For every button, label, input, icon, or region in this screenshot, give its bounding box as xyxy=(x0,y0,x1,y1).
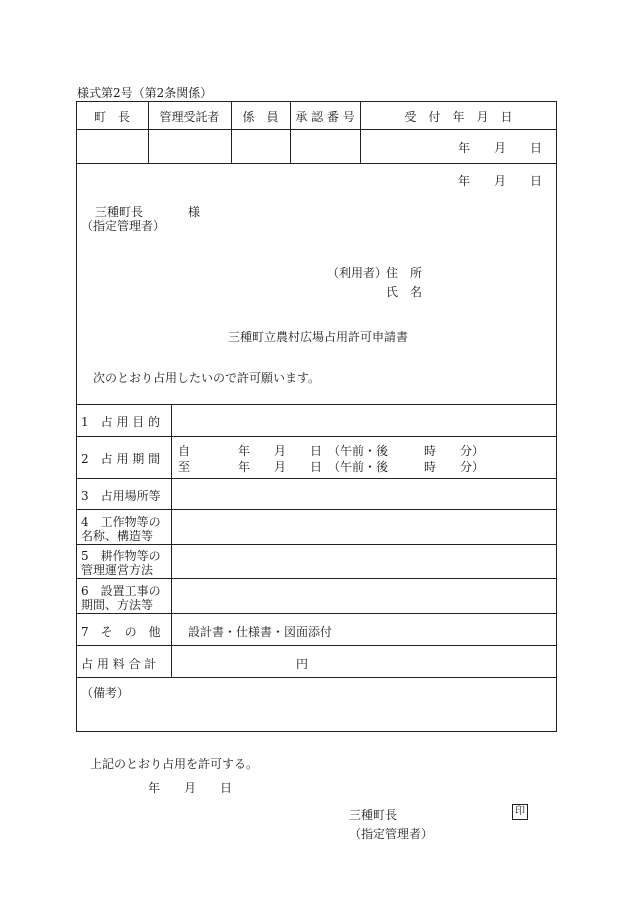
permit-date: 年 月 日 xyxy=(148,781,233,795)
period-from: 自 年 月 日 （午前・後 時 分） xyxy=(178,444,485,458)
received-date-value: 年 月 日 xyxy=(458,141,543,155)
recipient-designated-manager: （指定管理者） xyxy=(81,219,166,233)
header-mayor: 町 長 xyxy=(93,110,130,124)
request-text: 次のとおり占用したいので許可願います。 xyxy=(93,371,321,385)
recipient-mayor: 三種町長 xyxy=(95,205,144,219)
row-crops-label-2: 管理運営方法 xyxy=(81,563,154,577)
applicant-role: （利用者） xyxy=(327,266,388,280)
header-approval-no: 承 認 番 号 xyxy=(295,110,355,124)
other-value: 設計書・仕様書・図面添付 xyxy=(188,625,333,639)
header-manager: 管理受託者 xyxy=(159,110,220,124)
signer-mayor: 三種町長 xyxy=(349,808,398,822)
fee-unit: 円 xyxy=(296,657,309,671)
application-date: 年 月 日 xyxy=(458,174,543,188)
recipient-honorific: 様 xyxy=(188,205,201,219)
permit-text: 上記のとおり占用を許可する。 xyxy=(90,757,259,771)
row-construction-label-1: 6 設置工事の xyxy=(81,584,161,598)
seal-mark: 印 xyxy=(512,804,528,820)
row-other-label: 7 そ の 他 xyxy=(81,625,161,639)
document-title: 三種町立農村広場占用許可申請書 xyxy=(228,330,409,344)
header-received-date: 受 付 年 月 日 xyxy=(404,110,513,124)
name-label: 氏 名 xyxy=(386,285,423,299)
row-structure-label-1: 4 工作物等の xyxy=(81,515,161,529)
row-purpose-label: 1 占 用 目 的 xyxy=(81,415,161,429)
signer-designated-manager: （指定管理者） xyxy=(349,827,434,841)
row-period-label: 2 占 用 期 間 xyxy=(81,452,161,466)
row-location-label: 3 占用場所等 xyxy=(81,489,161,503)
form-id: 様式第2号（第2条関係） xyxy=(77,86,213,100)
row-crops-label-1: 5 耕作物等の xyxy=(81,549,161,563)
remarks-label: （備考） xyxy=(81,686,130,700)
fee-total-label: 占 用 料 合 計 xyxy=(81,657,157,671)
period-to: 至 年 月 日 （午前・後 時 分） xyxy=(178,460,485,474)
header-staff: 係 員 xyxy=(242,110,279,124)
row-structure-label-2: 名称、構造等 xyxy=(81,529,154,543)
address-label: 住 所 xyxy=(386,266,423,280)
row-construction-label-2: 期間、方法等 xyxy=(81,598,154,612)
